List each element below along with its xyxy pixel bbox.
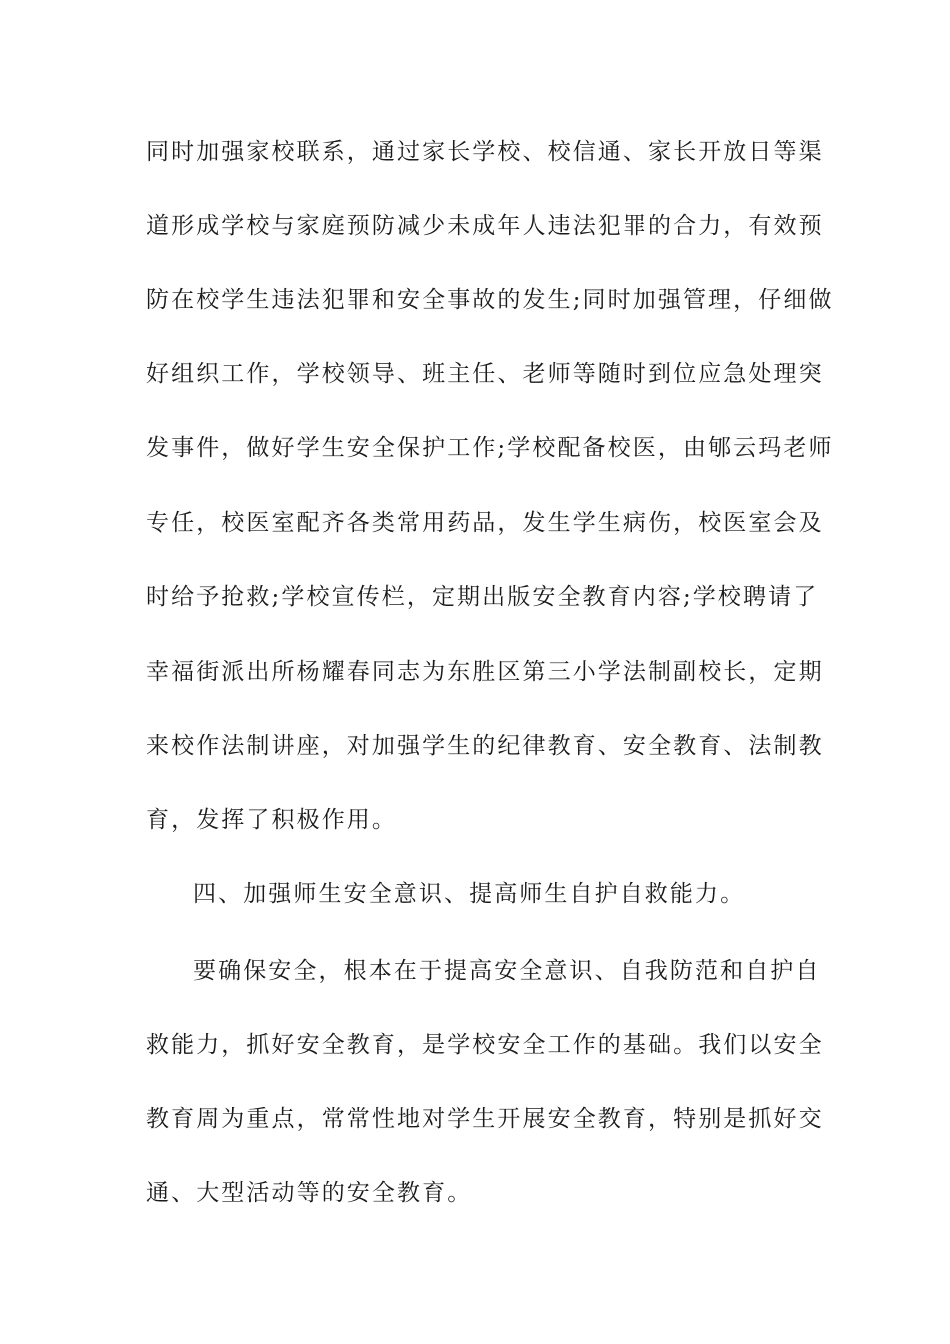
text-line: 发事件，做好学生安全保护工作;学校配备校医，由郇云玛老师 — [146, 435, 834, 461]
text-line: 要确保安全，根本在于提高安全意识、自我防范和自护自 — [193, 958, 821, 984]
text-line: 育，发挥了积极作用。 — [146, 807, 397, 833]
text-line: 好组织工作，学校领导、班主任、老师等随时到位应急处理突 — [146, 361, 824, 387]
text-line: 来校作法制讲座，对加强学生的纪律教育、安全教育、法制教 — [146, 733, 824, 759]
text-line: 幸福街派出所杨耀春同志为东胜区第三小学法制副校长，定期 — [146, 659, 824, 685]
text-line: 同时加强家校联系，通过家长学校、校信通、家长开放日等渠 — [146, 139, 824, 165]
section-heading: 四、加强师生安全意识、提高师生自护自救能力。 — [193, 881, 746, 907]
text-line: 教育周为重点，常常性地对学生开展安全教育，特别是抓好交 — [146, 1106, 824, 1132]
text-line: 道形成学校与家庭预防减少未成年人违法犯罪的合力，有效预 — [146, 213, 824, 239]
text-line: 救能力，抓好安全教育，是学校安全工作的基础。我们以安全 — [146, 1032, 824, 1058]
text-line: 防在校学生违法犯罪和安全事故的发生;同时加强管理，仔细做 — [146, 287, 834, 313]
text-line: 时给予抢救;学校宣传栏，定期出版安全教育内容;学校聘请了 — [146, 584, 819, 610]
text-line: 专任，校医室配齐各类常用药品，发生学生病伤，校医室会及 — [146, 510, 824, 536]
text-line: 通、大型活动等的安全教育。 — [146, 1180, 473, 1206]
